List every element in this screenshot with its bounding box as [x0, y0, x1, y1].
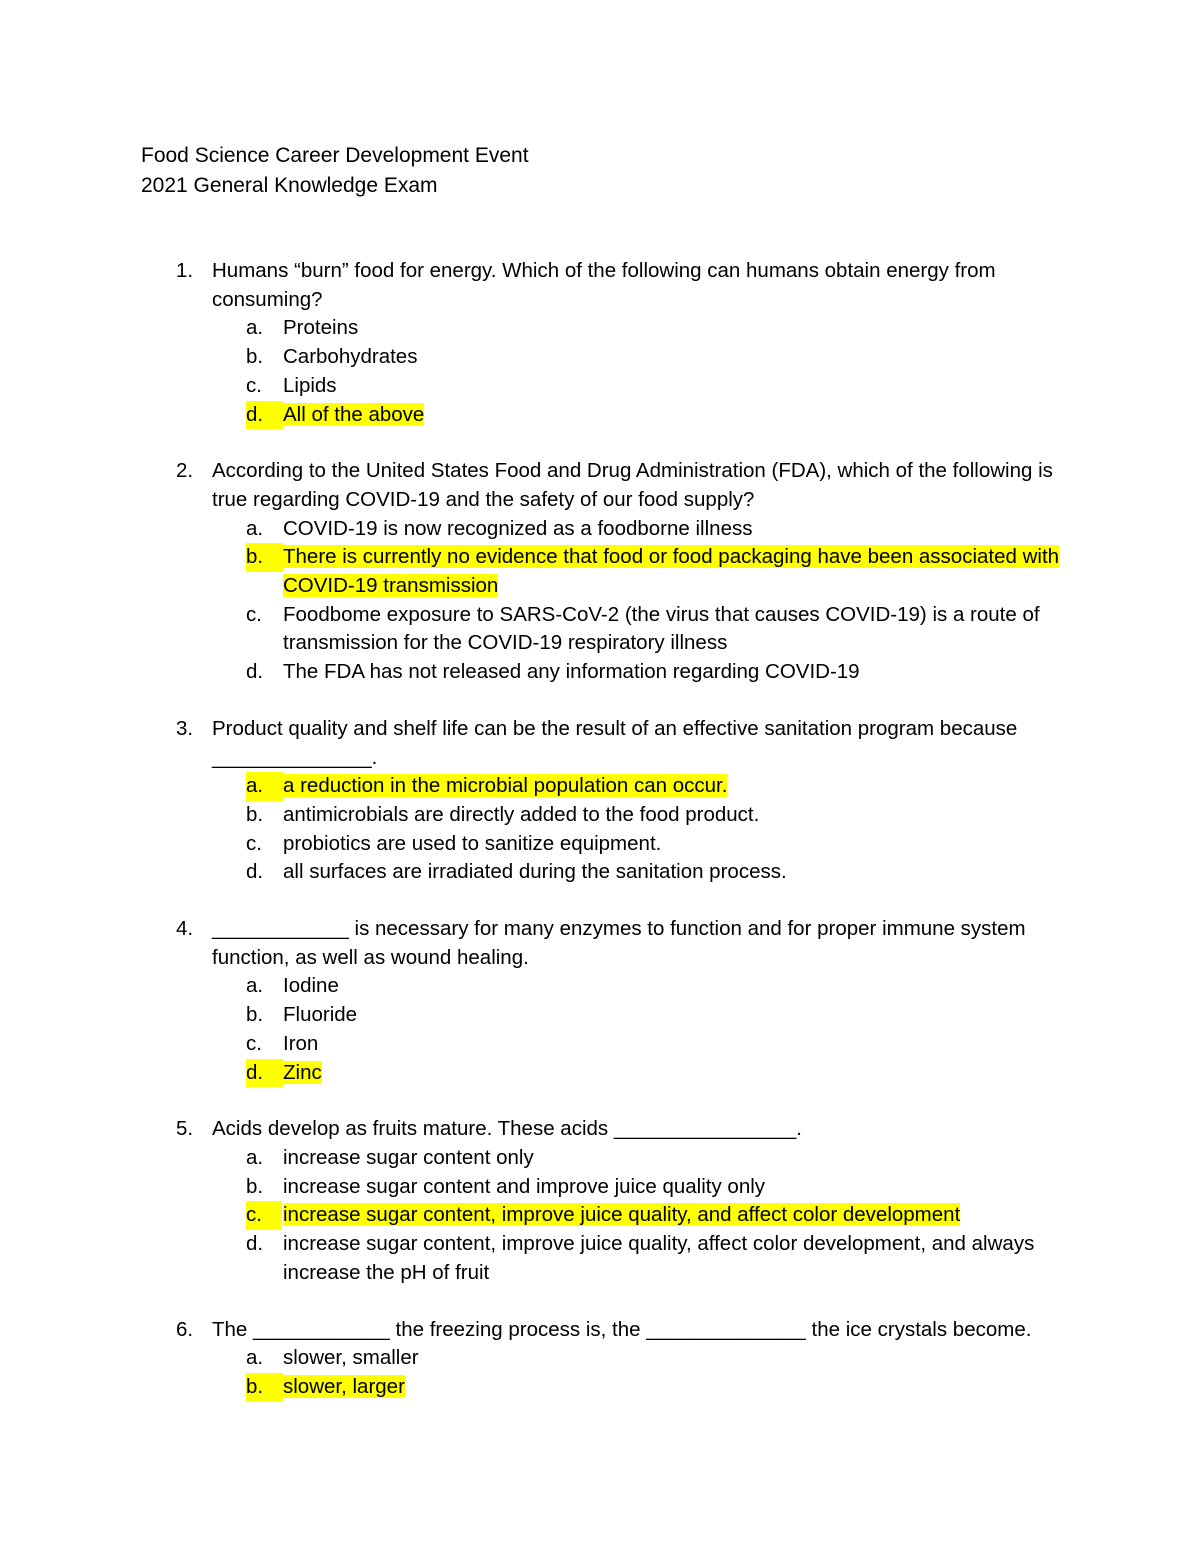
- answer-option: [0, 314, 1083, 343]
- question-number: 1.: [176, 259, 194, 282]
- answer-option: [0, 1230, 1083, 1287]
- question-number: 4.: [176, 917, 194, 941]
- option-letter: b.: [246, 1373, 283, 1402]
- answer-option-highlighted: [0, 543, 1083, 600]
- option-text: COVID-19 is now recognized as a foodborne illness: [283, 516, 753, 540]
- option-letter: d.: [246, 660, 264, 684]
- question-stem: [0, 915, 1072, 972]
- answer-option: [0, 972, 1083, 1001]
- option-text: increase sugar content, improve juice quality, affect color development, and always increase the pH of fruit: [283, 1232, 1035, 1284]
- option-letter: c.: [246, 1031, 262, 1055]
- question-4: [0, 915, 1200, 1087]
- option-letter: c.: [246, 602, 262, 626]
- option-text: all surfaces are irradiated during the sanitation process.: [283, 860, 787, 884]
- question-stem: [0, 1316, 1072, 1345]
- answer-options: [0, 1344, 1200, 1401]
- question-text: Acids develop as fruits mature. These acids ________________.: [212, 1117, 802, 1141]
- answer-option-highlighted: [0, 1201, 1083, 1230]
- answer-option: [0, 343, 1083, 372]
- question-stem: [0, 715, 1072, 772]
- option-text: Fluoride: [283, 1003, 358, 1027]
- answer-options: [0, 972, 1200, 1087]
- answer-option-highlighted: [0, 1059, 1083, 1088]
- event-title: Food Science Career Development Event: [141, 144, 529, 167]
- option-letter: a.: [246, 1145, 264, 1169]
- answer-option: [0, 1173, 1083, 1202]
- option-text: Carbohydrates: [283, 345, 418, 369]
- question-1: [0, 257, 1200, 429]
- option-text: slower, larger: [283, 1374, 405, 1398]
- option-letter: b.: [246, 802, 264, 826]
- answer-option: [0, 515, 1083, 544]
- answer-option: [0, 1344, 1083, 1373]
- answer-option: [0, 1001, 1083, 1030]
- option-text: Zinc: [283, 1060, 322, 1084]
- option-letter: d.: [246, 1059, 283, 1088]
- option-letter: c.: [246, 831, 262, 855]
- option-text: The FDA has not released any information regarding COVID-19: [283, 660, 860, 684]
- question-stem: [0, 1115, 1072, 1144]
- option-text: increase sugar content and improve juice quality only: [283, 1174, 766, 1198]
- question-5: [0, 1115, 1200, 1287]
- option-letter: d.: [246, 860, 264, 884]
- option-letter: a.: [246, 1346, 264, 1370]
- question-2: [0, 457, 1200, 687]
- question-number: 3.: [176, 716, 194, 740]
- question-text: According to the United States Food and Drug Administration (FDA), which of the following is true regarding COVID-19 and the safety of our food supply?: [212, 459, 1053, 511]
- option-text: increase sugar content only: [283, 1145, 534, 1169]
- exam-title: 2021 General Knowledge Exam: [141, 173, 438, 197]
- question-stem: [0, 257, 1072, 314]
- option-text: All of the above: [283, 402, 425, 426]
- answer-option: [0, 858, 1083, 887]
- question-text: The ____________ the freezing process is, the ______________ the ice crystals become.: [212, 1317, 1032, 1341]
- option-text: Foodbome exposure to SARS-CoV-2 (the virus that causes COVID-19) is a route of transmission for the COVID-19 respiratory illness: [283, 602, 1040, 655]
- answer-option: [0, 601, 1083, 658]
- question-number: 2.: [176, 459, 194, 483]
- option-letter: b.: [246, 543, 283, 572]
- answer-option-highlighted: [0, 1373, 1083, 1402]
- document-header: [141, 141, 529, 200]
- option-text: antimicrobials are directly added to the food product.: [283, 802, 760, 826]
- answer-options: [0, 314, 1200, 429]
- option-letter: c.: [246, 1201, 282, 1230]
- question-text: Humans “burn” food for energy. Which of the following can humans obtain energy from consuming?: [212, 259, 996, 311]
- answer-option: [0, 658, 1083, 687]
- option-letter: a.: [246, 974, 264, 998]
- option-letter: b.: [246, 1003, 264, 1027]
- answer-option: [0, 801, 1083, 830]
- option-text: There is currently no evidence that food or food packaging have been associated with COVID-19 transmission: [283, 545, 1060, 598]
- question-list: [0, 257, 1200, 1430]
- answer-option-highlighted: [0, 401, 1083, 430]
- option-letter: c.: [246, 373, 262, 397]
- question-6: [0, 1316, 1200, 1402]
- option-text: Proteins: [283, 316, 359, 340]
- option-letter: a.: [246, 772, 283, 801]
- answer-option: [0, 1030, 1083, 1059]
- question-text: Product quality and shelf life can be the result of an effective sanitation program because ______________.: [212, 716, 1018, 769]
- question-text: ____________ is necessary for many enzymes to function and for proper immune system function, as well as wound healing.: [212, 917, 1026, 969]
- answer-options: [0, 515, 1200, 687]
- question-number: 5.: [176, 1117, 194, 1141]
- answer-option: [0, 1144, 1083, 1173]
- option-text: Lipids: [283, 373, 337, 397]
- answer-option: [0, 372, 1083, 401]
- option-text: Iron: [283, 1031, 319, 1055]
- option-text: probiotics are used to sanitize equipment.: [283, 831, 662, 855]
- answer-options: [0, 1144, 1200, 1288]
- option-letter: a.: [246, 316, 264, 340]
- option-letter: d.: [246, 401, 283, 430]
- answer-options: [0, 772, 1200, 887]
- option-letter: b.: [246, 345, 264, 369]
- option-letter: a.: [246, 516, 264, 540]
- option-text: increase sugar content, improve juice quality, and affect color development: [283, 1203, 961, 1227]
- option-text: Iodine: [283, 974, 339, 998]
- option-text: slower, smaller: [283, 1346, 419, 1370]
- answer-option-highlighted: [0, 772, 1083, 801]
- option-letter: b.: [246, 1174, 264, 1198]
- answer-option: [0, 830, 1083, 859]
- question-number: 6.: [176, 1317, 194, 1341]
- option-letter: d.: [246, 1232, 264, 1256]
- question-3: [0, 715, 1200, 887]
- option-text: a reduction in the microbial population can occur.: [283, 774, 728, 798]
- question-stem: [0, 457, 1072, 514]
